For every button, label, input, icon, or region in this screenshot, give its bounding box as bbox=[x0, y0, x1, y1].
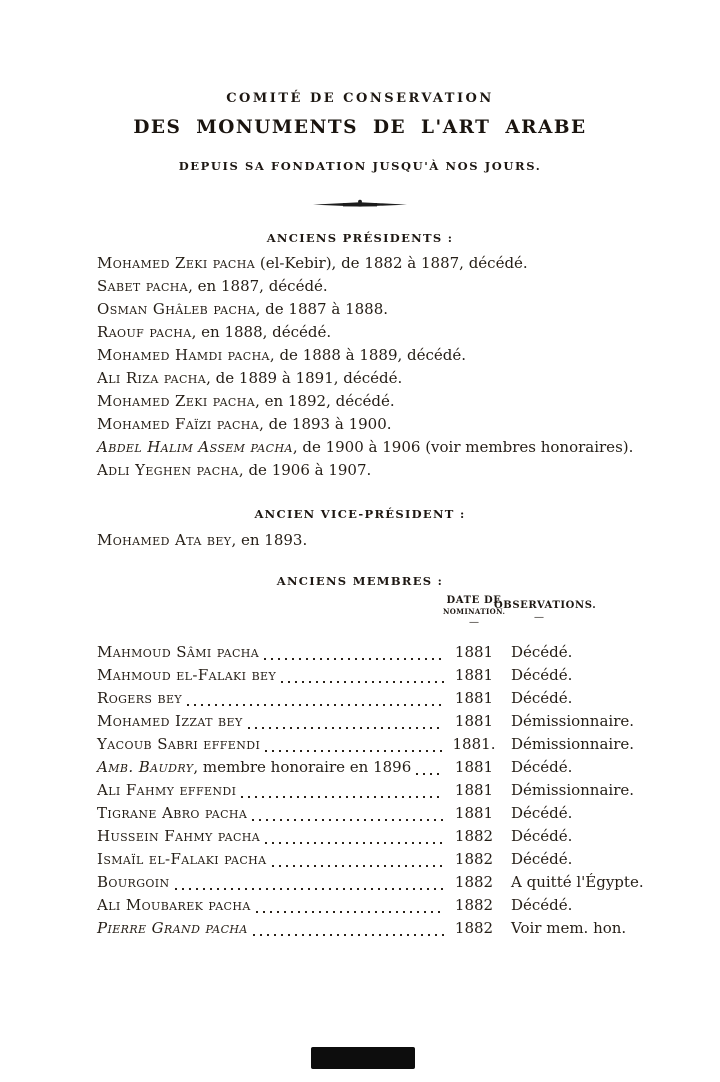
member-row bbox=[97, 871, 657, 894]
member-nomination-date: 1882 bbox=[454, 827, 494, 845]
member-nomination-date: 1882 bbox=[454, 850, 494, 868]
president-details: , de 1900 à 1906 (voir membres honoraires). bbox=[292, 438, 634, 456]
redaction-stamp bbox=[311, 1047, 415, 1069]
president-details: , de 1887 à 1888. bbox=[255, 300, 389, 318]
president-name: Mohamed Hamdi pacha bbox=[97, 346, 270, 364]
president-name: Mohamed Zeki pacha bbox=[97, 254, 256, 272]
member-row bbox=[97, 687, 657, 710]
member-nomination-date: 1881. bbox=[452, 735, 496, 753]
member-observation: Démissionnaire. bbox=[511, 712, 635, 730]
leader-dots bbox=[252, 819, 444, 821]
member-observation: Décédé. bbox=[511, 758, 573, 776]
vice-president-details: , en 1893. bbox=[231, 531, 308, 549]
leader-dots bbox=[248, 727, 444, 729]
date-column-header-line2: NOMINATION. bbox=[443, 607, 506, 616]
member-name-cell bbox=[97, 641, 447, 664]
member-row bbox=[97, 917, 657, 940]
president-details: , de 1893 à 1900. bbox=[259, 415, 392, 433]
vice-president-list bbox=[97, 529, 637, 552]
member-row bbox=[97, 641, 657, 664]
member-row bbox=[97, 710, 657, 733]
member-row bbox=[97, 733, 657, 756]
president-entry bbox=[97, 275, 637, 298]
member-observation: Décédé. bbox=[511, 827, 573, 845]
member-row bbox=[97, 825, 657, 848]
president-entry bbox=[97, 390, 637, 413]
member-name: Mohamed Izzat bey bbox=[97, 712, 243, 730]
presidents-section-heading: ANCIENS PRÉSIDENTS : bbox=[266, 231, 454, 245]
members-table-header bbox=[0, 595, 720, 641]
leader-dots bbox=[187, 704, 444, 706]
member-name: Rogers bey bbox=[97, 689, 183, 707]
president-name: Ali Riza pacha bbox=[97, 369, 207, 387]
observations-column-header-label: OBSERVATIONS. bbox=[494, 600, 597, 611]
document-title-line1: COMITÉ DE CONSERVATION bbox=[226, 91, 494, 106]
member-name: Ali Fahmy effendi bbox=[97, 781, 237, 799]
member-note: , membre honoraire en 1896 bbox=[193, 758, 412, 776]
president-entry bbox=[97, 459, 637, 482]
president-details: , de 1889 à 1891, décédé. bbox=[206, 369, 403, 387]
member-row bbox=[97, 894, 657, 917]
leader-dots bbox=[175, 888, 444, 890]
member-nomination-date: 1881 bbox=[454, 689, 494, 707]
member-nomination-date: 1881 bbox=[454, 643, 494, 661]
member-name: Hussein Fahmy pacha bbox=[97, 827, 261, 845]
president-name: Abdel Halim Assem pacha bbox=[97, 438, 293, 456]
member-name-cell bbox=[97, 756, 447, 779]
member-nomination-date: 1882 bbox=[454, 873, 494, 891]
member-name: Yacoub Sabri effendi bbox=[97, 735, 261, 753]
member-observation: Décédé. bbox=[511, 643, 573, 661]
member-observation: Décédé. bbox=[511, 850, 573, 868]
president-details: (el-Kebir), de 1882 à 1887, décédé. bbox=[255, 254, 528, 272]
document-title-line2: DES MONUMENTS DE L'ART ARABE bbox=[133, 117, 587, 138]
member-name-cell bbox=[97, 894, 447, 917]
president-entry bbox=[97, 344, 637, 367]
observations-column-dash: — bbox=[534, 612, 544, 623]
president-entry bbox=[97, 413, 637, 436]
president-details: , en 1888, décédé. bbox=[191, 323, 332, 341]
member-name: Mahmoud el-Falaki bey bbox=[97, 666, 277, 684]
president-details: , de 1906 à 1907. bbox=[238, 461, 372, 479]
member-observation: Démissionnaire. bbox=[511, 735, 635, 753]
leader-dots bbox=[416, 773, 444, 775]
member-name: Pierre Grand pacha bbox=[97, 919, 248, 937]
member-name-cell bbox=[97, 687, 447, 710]
president-name: Adli Yeghen pacha bbox=[97, 461, 239, 479]
vice-president-section-heading: ANCIEN VICE-PRÉSIDENT : bbox=[254, 507, 466, 521]
leader-dots bbox=[272, 865, 444, 867]
leader-dots bbox=[264, 658, 444, 660]
member-name-cell bbox=[97, 871, 447, 894]
president-name: Osman Ghâleb pacha bbox=[97, 300, 256, 318]
leader-dots bbox=[241, 796, 444, 798]
vice-president-name: Mohamed Ata bey bbox=[97, 531, 232, 549]
member-observation: Décédé. bbox=[511, 666, 573, 684]
vice-president-entry bbox=[97, 529, 637, 552]
president-name: Mohamed Faïzi pacha bbox=[97, 415, 260, 433]
date-column-header-line1: DATE DE bbox=[446, 595, 502, 606]
member-row bbox=[97, 802, 657, 825]
president-entry bbox=[97, 436, 637, 459]
president-name: Sabet pacha bbox=[97, 277, 189, 295]
member-nomination-date: 1881 bbox=[454, 666, 494, 684]
observations-column-header bbox=[494, 600, 597, 623]
presidents-list bbox=[97, 252, 637, 482]
member-observation: Décédé. bbox=[511, 689, 573, 707]
leader-dots bbox=[256, 911, 444, 913]
member-observation: Démissionnaire. bbox=[511, 781, 635, 799]
date-column-dash: — bbox=[469, 617, 479, 628]
member-name: Amb. Baudry bbox=[97, 758, 194, 776]
president-details: , en 1887, décédé. bbox=[188, 277, 328, 295]
member-nomination-date: 1881 bbox=[454, 758, 494, 776]
member-name-cell bbox=[97, 825, 447, 848]
divider-rule-icon bbox=[313, 199, 407, 209]
member-observation: A quitté l'Égypte. bbox=[511, 873, 644, 891]
president-name: Raouf pacha bbox=[97, 323, 192, 341]
president-entry bbox=[97, 298, 637, 321]
member-nomination-date: 1881 bbox=[454, 712, 494, 730]
leader-dots bbox=[281, 681, 444, 683]
member-nomination-date: 1882 bbox=[454, 919, 494, 937]
member-name-cell bbox=[97, 710, 447, 733]
member-row bbox=[97, 756, 657, 779]
leader-dots bbox=[265, 750, 444, 752]
member-name: Bourgoin bbox=[97, 873, 170, 891]
member-name-cell bbox=[97, 779, 447, 802]
president-name: Mohamed Zeki pacha bbox=[97, 392, 256, 410]
member-name-cell bbox=[97, 664, 447, 687]
member-row bbox=[97, 779, 657, 802]
members-section-heading: ANCIENS MEMBRES : bbox=[276, 574, 444, 588]
president-entry bbox=[97, 367, 637, 390]
member-row bbox=[97, 664, 657, 687]
member-name: Mahmoud Sâmi pacha bbox=[97, 643, 260, 661]
president-details: , en 1892, décédé. bbox=[255, 392, 395, 410]
member-name-cell bbox=[97, 848, 447, 871]
member-row bbox=[97, 848, 657, 871]
member-name-cell bbox=[97, 917, 447, 940]
member-observation: Décédé. bbox=[511, 804, 573, 822]
member-name: Ali Moubarek pacha bbox=[97, 896, 251, 914]
member-nomination-date: 1881 bbox=[454, 804, 494, 822]
president-entry bbox=[97, 321, 637, 344]
member-nomination-date: 1882 bbox=[454, 896, 494, 914]
member-name: Tigrane Abro pacha bbox=[97, 804, 248, 822]
leader-dots bbox=[265, 842, 444, 844]
president-details: , de 1888 à 1889, décédé. bbox=[269, 346, 467, 364]
members-table bbox=[97, 641, 657, 940]
document-subtitle: DEPUIS SA FONDATION JUSQU'À NOS JOURS. bbox=[178, 159, 542, 173]
president-entry bbox=[97, 252, 637, 275]
leader-dots bbox=[253, 934, 444, 936]
member-observation: Décédé. bbox=[511, 896, 573, 914]
member-observation: Voir mem. hon. bbox=[511, 919, 627, 937]
member-name-cell bbox=[97, 802, 447, 825]
ornamental-divider bbox=[0, 194, 720, 213]
member-name: Ismaïl el-Falaki pacha bbox=[97, 850, 267, 868]
member-nomination-date: 1881 bbox=[454, 781, 494, 799]
member-name-cell bbox=[97, 733, 447, 756]
